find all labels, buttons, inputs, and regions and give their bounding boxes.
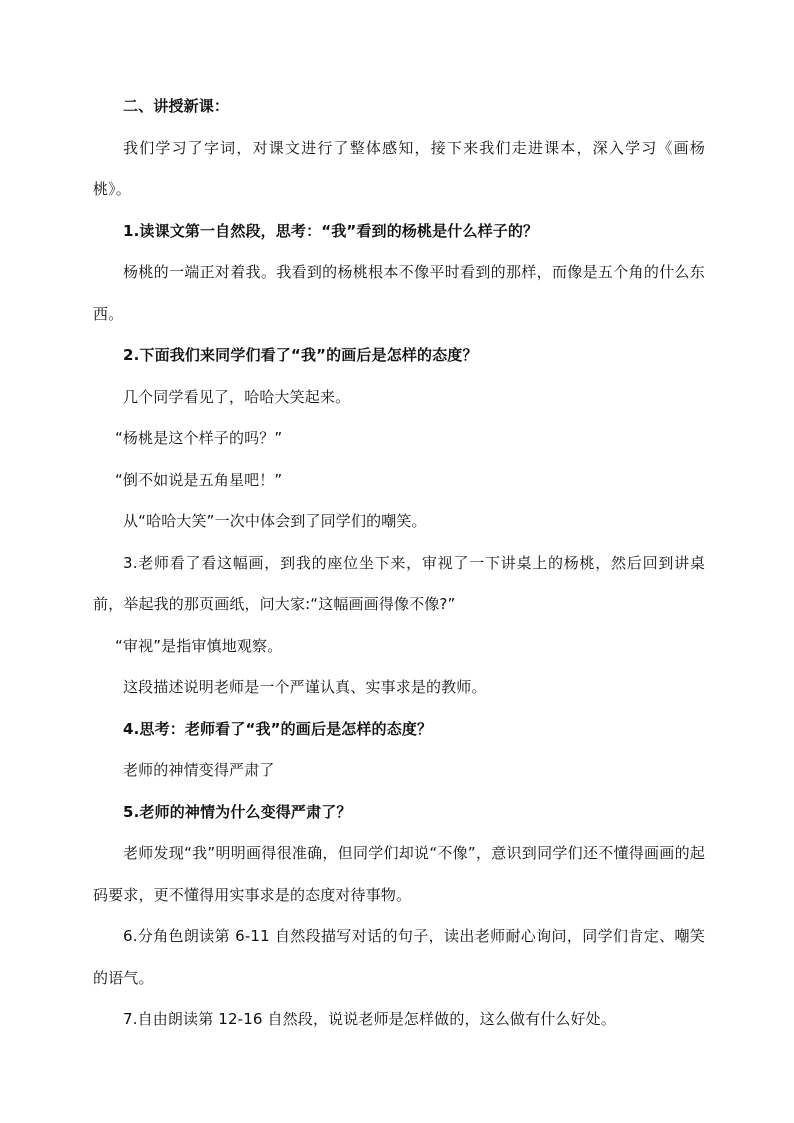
document-body [93,86,705,1041]
section-heading: 二、讲授新课： [123,97,230,115]
point-7: 7.自由朗读第 12-16 自然段，说说老师是怎样做的，这么做有什么好处。 [123,1010,616,1028]
point-3-conclusion: 这段描述说明老师是一个严谨认真、实事求是的教师。 [123,678,487,696]
answer-1: 杨桃的一端正对着我。我看到的杨桃根本不像平时看到的那样，而像是五个角的什么东西。 [93,263,705,323]
question-1: 1.读课文第一自然段，思考：“我”看到的杨桃是什么样子的？ [123,221,539,240]
answer-2-conclusion: 从“哈哈大笑”一次中体会到了同学们的嘲笑。 [123,512,427,530]
point-3-definition: “审视”是指审慎地观察。 [115,636,283,655]
answer-4: 老师的神情变得严肃了 [123,761,275,779]
point-6: 6.分角色朗读第 6-11 自然段描写对话的句子，读出老师耐心询问，同学们肯定、嘲笑的语气。 [93,927,705,987]
answer-5: 老师发现“我”明明画得很准确，但同学们却说“不像”，意识到同学们还不懂得画画的起码要求，更不懂得用实事求是的态度对待事物。 [93,844,705,904]
point-3: 3.老师看了看这幅画，到我的座位坐下来，审视了一下讲桌上的杨桃，然后回到讲桌前，举起我的那页画纸，问大家:“这幅画画得像不像?” [93,553,705,613]
question-4: 4.思考：老师看了“我”的画后是怎样的态度？ [123,719,433,738]
answer-2-quote-1: “杨桃是这个样子的吗？” [115,429,283,447]
question-2: 2.下面我们来同学们看了“我”的画后是怎样的态度？ [123,346,478,364]
answer-2-quote-2: “倒不如说是五角星吧！” [115,470,283,489]
question-5: 5.老师的神情为什么变得严肃了？ [123,802,352,821]
intro-paragraph: 我们学习了字词，对课文进行了整体感知，接下来我们走进课本，深入学习《画杨桃》。 [93,138,705,198]
answer-2-text: 几个同学看见了，哈哈大笑起来。 [123,387,351,406]
